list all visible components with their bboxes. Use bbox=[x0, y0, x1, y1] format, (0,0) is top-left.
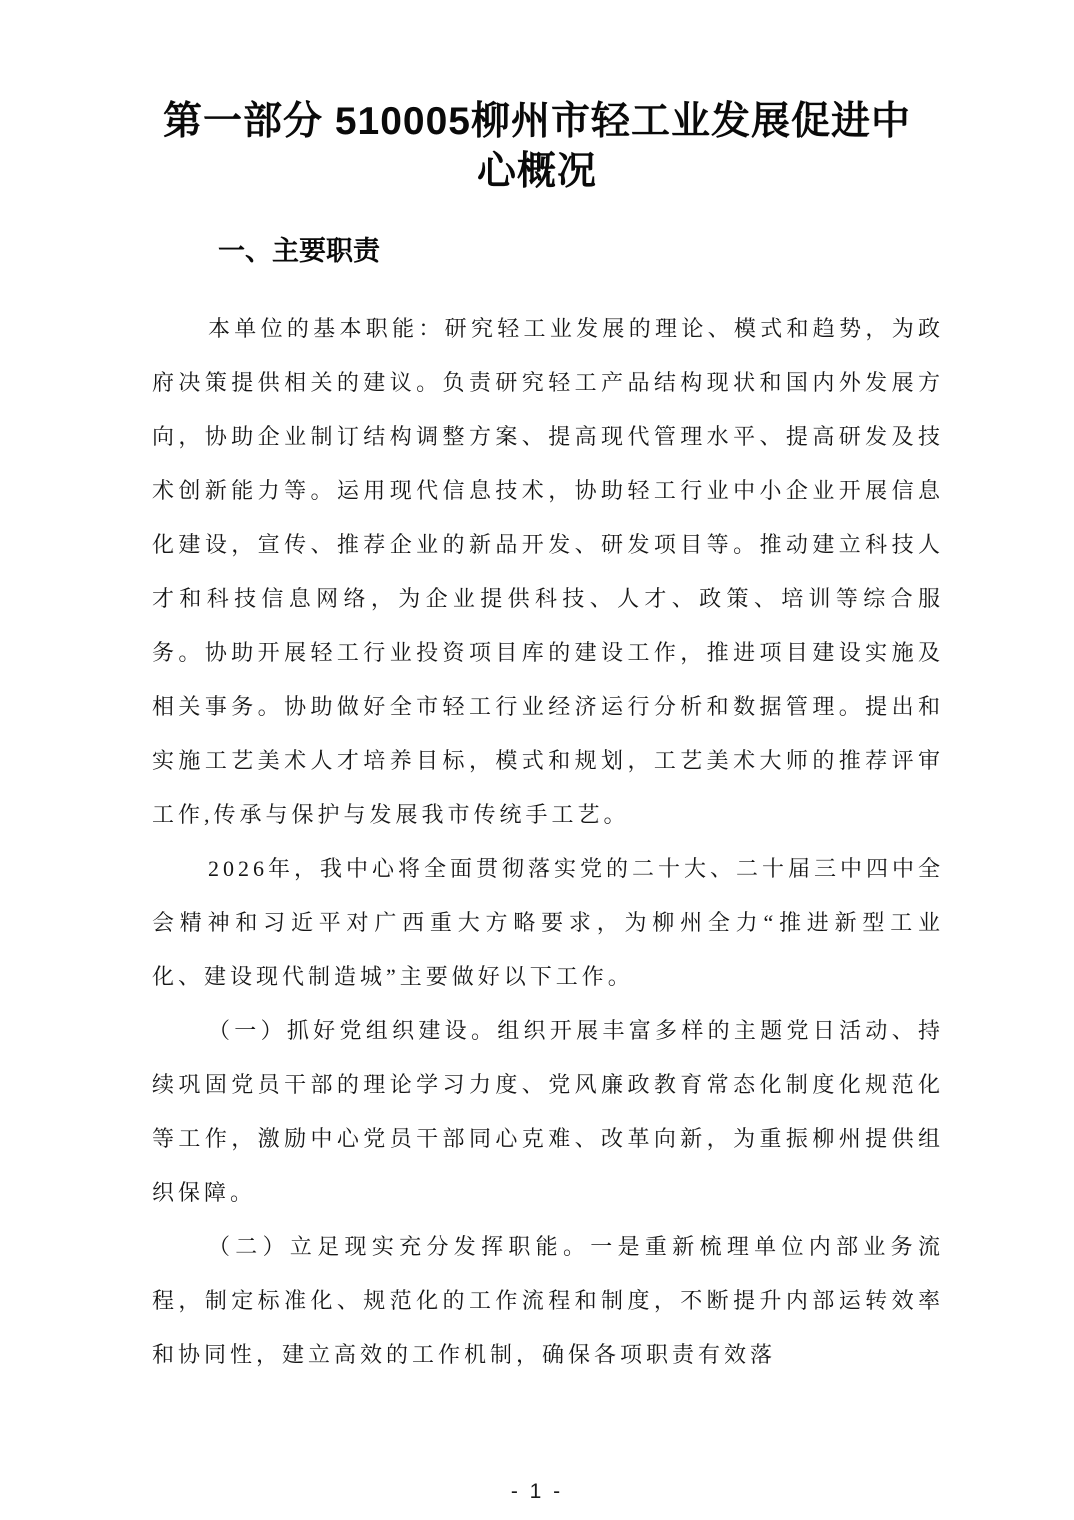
document-paragraph: （一）抓好党组织建设。组织开展丰富多样的主题党日活动、持续巩固党员干部的理论学习力度、党风廉政教育常态化制度化规范化等工作，激励中心党员干部同心克难、改革向新，为重振柳州提供组织保障。 bbox=[152, 1018, 944, 1205]
document-body bbox=[152, 302, 944, 1382]
document-paragraph: 本单位的基本职能：研究轻工业发展的理论、模式和趋势，为政府决策提供相关的建议。负责研究轻工产品结构现状和国内外发展方向，协助企业制订结构调整方案、提高现代管理水平、提高研发及技术创新能力等。运用现代信息技术，协助轻工行业中小企业开展信息化建设，宣传、推荐企业的新品开发、研发项目等。推动建立科技人才和科技信息网络，为企业提供科技、人才、政策、培训等综合服务。协助开展轻工行业投资项目库的建设工作，推进项目建设实施及相关事务。协助做好全市轻工行业经济运行分析和数据管理。提出和实施工艺美术人才培养目标，模式和规划，工艺美术大师的推荐评审工作,传承与保护与发展我市传统手工艺。 bbox=[152, 316, 944, 827]
document-paragraph: 2026年，我中心将全面贯彻落实党的二十大、二十届三中四中全会精神和习近平对广西重大方略要求，为柳州全力“推进新型工业化、建设现代制造城”主要做好以下工作。 bbox=[152, 856, 945, 989]
document-paragraph: （二）立足现实充分发挥职能。一是重新梳理单位内部业务流程，制定标准化、规范化的工作流程和制度，不断提升内部运转效率和协同性，建立高效的工作机制，确保各项职责有效落 bbox=[152, 1234, 944, 1367]
document-title: 第一部分 510005柳州市轻工业发展促进中心概况 bbox=[163, 100, 911, 193]
section-heading-main-duties: 一、主要职责 bbox=[218, 236, 380, 266]
page-number: - 1 - bbox=[510, 1480, 564, 1503]
